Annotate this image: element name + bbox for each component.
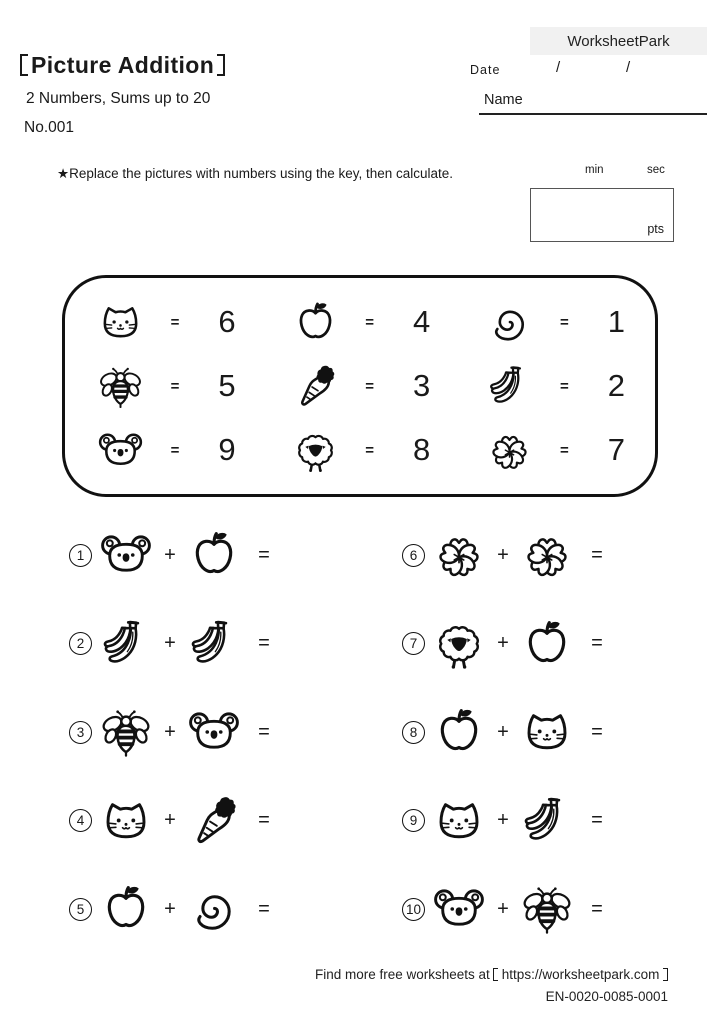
footer-open-bracket: [493, 968, 498, 981]
apple-icon: [99, 882, 153, 936]
key-value: 1: [607, 304, 625, 339]
page-title-text: Picture Addition: [31, 52, 215, 78]
plus-sign: +: [497, 543, 509, 566]
footer-url[interactable]: https://worksheetpark.com: [501, 967, 660, 982]
points-label: pts: [647, 222, 664, 236]
key-value: 4: [413, 304, 431, 339]
plus-sign: +: [164, 809, 176, 832]
equals-sign: =: [591, 809, 603, 832]
problem-row: [402, 688, 724, 777]
cat-icon: [520, 705, 574, 759]
score-box[interactable]: [530, 188, 674, 242]
date-label: Date: [470, 63, 501, 77]
equals-sign: =: [170, 313, 180, 331]
problem-row: [69, 688, 402, 777]
answer-slot[interactable]: [607, 801, 645, 841]
key-item: [260, 290, 455, 354]
key-item: [454, 290, 649, 354]
name-input-line[interactable]: [479, 113, 707, 115]
date-slash: /: [556, 59, 561, 76]
koala-icon: [432, 882, 486, 936]
problem-number: 8: [402, 721, 425, 744]
problem-row: [402, 865, 724, 954]
shell-icon: [486, 299, 533, 346]
equals-sign: =: [559, 377, 569, 395]
apple-icon: [187, 528, 241, 582]
apple-icon: [432, 705, 486, 759]
plus-sign: +: [497, 632, 509, 655]
answer-slot[interactable]: [274, 535, 312, 575]
equals-sign: =: [258, 897, 270, 920]
plus-sign: +: [164, 632, 176, 655]
key-item: [260, 354, 455, 418]
apple-icon: [520, 617, 574, 671]
plus-sign: +: [164, 720, 176, 743]
carrot-icon: [292, 363, 339, 410]
koala-icon: [99, 528, 153, 582]
problem-row: [402, 511, 724, 600]
footer-link-line: [315, 964, 668, 986]
sheep-icon: [292, 427, 339, 474]
page-subtitle: 2 Numbers, Sums up to 20: [26, 90, 211, 107]
problem-row: [69, 865, 402, 954]
answer-slot[interactable]: [607, 535, 645, 575]
problem-number: 7: [402, 632, 425, 655]
key-value: 5: [218, 368, 236, 403]
equals-sign: =: [258, 809, 270, 832]
key-value: 8: [413, 432, 431, 467]
equals-sign: =: [591, 897, 603, 920]
problem-row: [69, 600, 402, 689]
key-value: 2: [607, 368, 625, 403]
problem-number: 9: [402, 809, 425, 832]
key-item: [454, 354, 649, 418]
worksheet-code: EN-0020-0085-0001: [545, 989, 668, 1004]
key-value: 7: [607, 432, 625, 467]
footer: [315, 964, 668, 1008]
equals-sign: =: [258, 543, 270, 566]
equals-sign: =: [365, 313, 375, 331]
plus-sign: +: [497, 809, 509, 832]
plus-sign: +: [497, 720, 509, 743]
seconds-label: sec: [647, 164, 665, 176]
problem-number: 3: [69, 721, 92, 744]
key-value: 6: [218, 304, 236, 339]
equals-sign: =: [591, 720, 603, 743]
apple-icon: [292, 299, 339, 346]
answer-slot[interactable]: [607, 712, 645, 752]
footer-close-bracket: [663, 968, 668, 981]
page-title: [20, 52, 225, 79]
brand-box: [530, 27, 707, 55]
plus-sign: +: [164, 543, 176, 566]
flower-icon: [520, 528, 574, 582]
problem-row: [402, 600, 724, 689]
answer-slot[interactable]: [607, 624, 645, 664]
answer-slot[interactable]: [274, 712, 312, 752]
flower-icon: [486, 427, 533, 474]
key-item: [65, 290, 260, 354]
key-item: [260, 418, 455, 482]
problem-number: 5: [69, 898, 92, 921]
key-item: [454, 418, 649, 482]
date-slash: /: [626, 59, 631, 76]
banana-icon: [520, 794, 574, 848]
cat-icon: [97, 299, 144, 346]
plus-sign: +: [164, 897, 176, 920]
problem-row: [69, 511, 402, 600]
instruction-text: ★Replace the pictures with numbers using the key, then calculate.: [57, 166, 454, 181]
name-label: Name: [484, 92, 523, 108]
problem-number: 6: [402, 544, 425, 567]
equals-sign: =: [170, 441, 180, 459]
carrot-icon: [187, 794, 241, 848]
banana-icon: [486, 363, 533, 410]
equals-sign: =: [559, 313, 569, 331]
answer-slot[interactable]: [274, 889, 312, 929]
equals-sign: =: [559, 441, 569, 459]
problem-number: 4: [69, 809, 92, 832]
shell-icon: [187, 882, 241, 936]
sheep-icon: [432, 617, 486, 671]
plus-sign: +: [497, 897, 509, 920]
key-item: [65, 354, 260, 418]
koala-icon: [187, 705, 241, 759]
problems-grid: [69, 511, 724, 954]
equals-sign: =: [170, 377, 180, 395]
bee-icon: [99, 705, 153, 759]
equals-sign: =: [258, 632, 270, 655]
picture-key-box: [62, 275, 658, 497]
equals-sign: =: [591, 632, 603, 655]
key-value: 9: [218, 432, 236, 467]
key-item: [65, 418, 260, 482]
title-open-bracket: [20, 54, 28, 76]
koala-icon: [97, 427, 144, 474]
answer-slot[interactable]: [274, 624, 312, 664]
equals-sign: =: [258, 720, 270, 743]
key-value: 3: [413, 368, 431, 403]
title-close-bracket: [217, 54, 225, 76]
answer-slot[interactable]: [607, 889, 645, 929]
equals-sign: =: [365, 377, 375, 395]
footer-text: Find more free worksheets at: [314, 967, 490, 982]
problem-number: 10: [402, 898, 425, 921]
problem-number: 1: [69, 544, 92, 567]
bee-icon: [97, 363, 144, 410]
banana-icon: [187, 617, 241, 671]
problem-number: 2: [69, 632, 92, 655]
cat-icon: [432, 794, 486, 848]
problem-row: [402, 777, 724, 866]
sheet-number: No.001: [24, 119, 74, 136]
flower-icon: [432, 528, 486, 582]
problem-row: [69, 777, 402, 866]
equals-sign: =: [365, 441, 375, 459]
bee-icon: [520, 882, 574, 936]
answer-slot[interactable]: [274, 801, 312, 841]
minutes-label: min: [585, 164, 604, 176]
cat-icon: [99, 794, 153, 848]
banana-icon: [99, 617, 153, 671]
equals-sign: =: [591, 543, 603, 566]
brand-name: WorksheetPark: [567, 32, 670, 50]
